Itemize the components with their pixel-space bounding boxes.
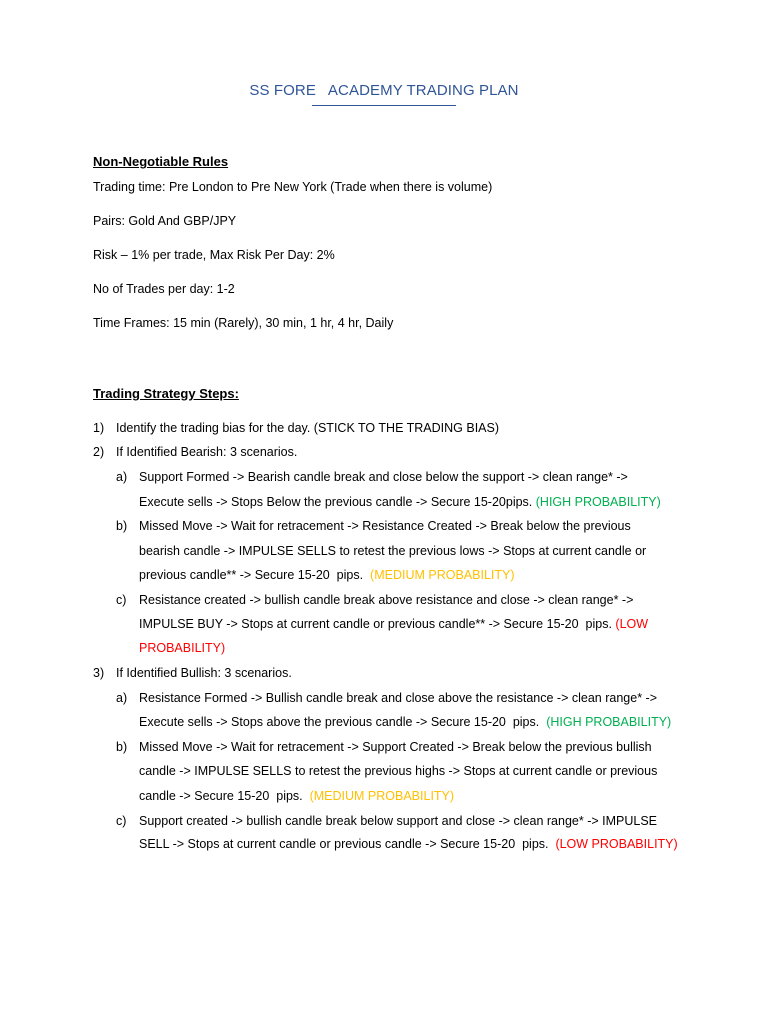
bearish-c-text: IMPULSE BUY -> Stops at current candle or previous candle** -> Secure 15-20 pips. [139,617,616,631]
substep-label: c) [116,814,127,828]
bullish-a-line [139,715,671,729]
step-number: 2) [93,445,105,459]
rule-time-frames: Time Frames: 15 min (Rarely), 30 min, 1 hr, 4 hr, Daily [93,316,394,330]
bullish-c-line [139,837,678,851]
bearish-c-line: Resistance created -> bullish candle break above resistance and close -> clean range* -> [139,593,634,607]
step-number: 3) [93,666,105,680]
bullish-b-line [139,789,454,803]
high-probability-tag: (HIGH PROBABILITY) [546,715,672,729]
rule-pairs: Pairs: Gold And GBP/JPY [93,214,237,228]
bullish-c-line: Support created -> bullish candle break below support and close -> clean range* -> IMPULSE [139,814,658,828]
rule-risk: Risk – 1% per trade, Max Risk Per Day: 2% [93,248,335,262]
bullish-b-line: candle -> IMPULSE SELLS to retest the previous highs -> Stops at current candle or previous [139,764,658,778]
page-title: SS FORE ACADEMY TRADING PLAN [249,82,519,99]
substep-label: b) [116,519,128,533]
medium-probability-tag: (MEDIUM PROBABILITY) [370,568,515,582]
bearish-b-line: Missed Move -> Wait for retracement -> Resistance Created -> Break below the previous [139,519,631,533]
bullish-b-line: Missed Move -> Wait for retracement -> Support Created -> Break below the previous bullish [139,740,652,754]
substep-label: c) [116,593,127,607]
bearish-b-line: bearish candle -> IMPULSE SELLS to retest the previous lows -> Stops at current candle or [139,544,647,558]
high-probability-tag: (HIGH PROBABILITY) [535,495,661,509]
bearish-b-line [139,568,515,582]
bearish-a-line: Support Formed -> Bearish candle break and close below the support -> clean range* -> [139,470,628,484]
title-underline [312,105,456,106]
step-3-text: If Identified Bullish: 3 scenarios. [116,666,292,680]
rule-trades-per-day: No of Trades per day: 1-2 [93,282,235,296]
bearish-a-line [139,495,661,509]
step-1-text: Identify the trading bias for the day. (STICK TO THE TRADING BIAS) [116,421,500,435]
low-probability-tag: PROBABILITY) [139,641,226,655]
bearish-b-text: previous candle** -> Secure 15-20 pips. [139,568,371,582]
bullish-a-text: Execute sells -> Stops above the previous candle -> Secure 15-20 pips. [139,715,547,729]
bullish-a-line: Resistance Formed -> Bullish candle break and close above the resistance -> clean range* -> [139,691,657,705]
bearish-c-line [139,617,648,631]
step-number: 1) [93,421,105,435]
medium-probability-tag: (MEDIUM PROBABILITY) [309,789,455,803]
low-probability-tag: (LOW [615,617,649,631]
bearish-a-text: Execute sells -> Stops Below the previous candle -> Secure 15-20pips. [139,495,536,509]
rules-heading: Non-Negotiable Rules [93,154,229,169]
step-2-text: If Identified Bearish: 3 scenarios. [116,445,298,459]
rule-trading-time: Trading time: Pre London to Pre New York (Trade when there is volume) [93,180,493,194]
low-probability-tag: (LOW PROBABILITY) [555,837,678,851]
bullish-c-text: SELL -> Stops at current candle or previous candle -> Secure 15-20 pips. [139,837,556,851]
substep-label: b) [116,740,128,754]
bullish-b-text: candle -> Secure 15-20 pips. [139,789,310,803]
substep-label: a) [116,470,128,484]
substep-label: a) [116,691,128,705]
strategy-heading: Trading Strategy Steps: [93,386,239,401]
